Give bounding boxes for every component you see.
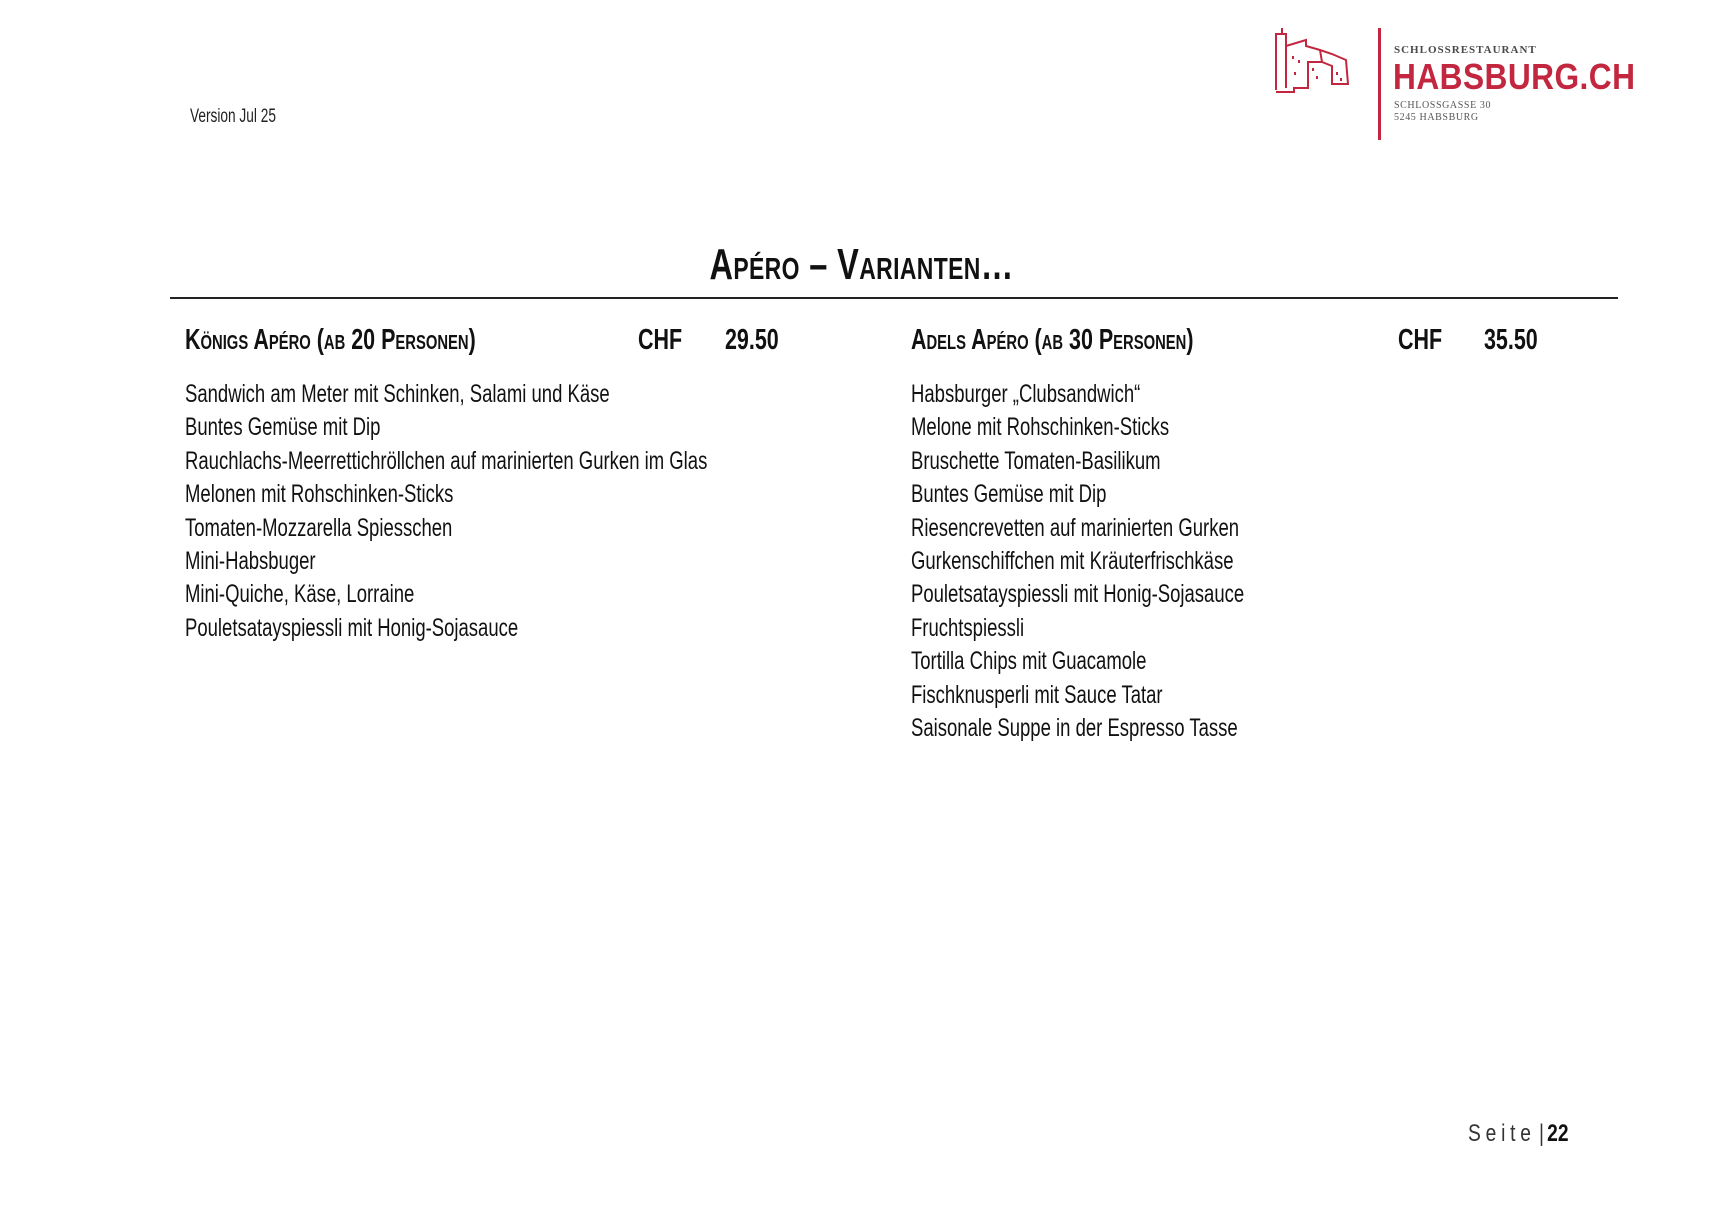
menu-item: Buntes Gemüse mit Dip <box>911 480 1107 509</box>
menu-item: Pouletsatayspiessli mit Honig-Sojasauce <box>911 580 1245 609</box>
price-currency: CHF <box>1398 324 1443 356</box>
menu-item: Buntes Gemüse mit Dip <box>185 413 381 442</box>
section-header <box>911 324 1571 368</box>
menu-item: Rauchlachs-Meerrettichröllchen auf marinierten Gurken im Glas <box>185 446 708 475</box>
menu-item: Tomaten-Mozzarella Spiesschen <box>185 513 453 542</box>
address-town: 5245 HABSBURG <box>1394 112 1479 123</box>
menu-item: Riesencrevetten auf marinierten Gurken <box>911 513 1240 542</box>
logo-subtitle: SCHLOSSRESTAURANT <box>1394 44 1537 56</box>
menu-item: Tortilla Chips mit Guacamole <box>911 647 1147 676</box>
menu-item: Fruchtspiessli <box>911 613 1025 642</box>
page-label: Seite <box>1468 1120 1536 1147</box>
price-currency: CHF <box>638 324 683 356</box>
version-label: Version Jul 25 <box>190 106 276 127</box>
menu-item: Melone mit Rohschinken-Sticks <box>911 413 1170 442</box>
menu-item-list <box>185 378 805 645</box>
address-street: SCHLOSSGASSE 30 <box>1394 100 1492 111</box>
section-header <box>185 324 805 368</box>
adels-apero-section <box>911 324 1571 745</box>
koenigs-apero-section <box>185 324 805 645</box>
price-value: 29.50 <box>725 324 779 356</box>
page-title-text: Apéro – Varianten… <box>709 240 1014 289</box>
menu-item: Mini-Habsbuger <box>185 546 316 575</box>
page-number: 22 <box>1547 1120 1569 1147</box>
menu-item-list <box>911 378 1571 745</box>
castle-icon <box>1272 26 1372 96</box>
menu-item: Saisonale Suppe in der Espresso Tasse <box>911 713 1238 742</box>
title-divider <box>170 297 1618 299</box>
menu-item: Pouletsatayspiessli mit Honig-Sojasauce <box>185 613 519 642</box>
menu-item: Fischknusperli mit Sauce Tatar <box>911 680 1163 709</box>
page-title <box>0 240 1723 290</box>
menu-item: Gurkenschiffchen mit Kräuterfrischkäse <box>911 546 1234 575</box>
logo-wordmark: HABSBURG.CH <box>1393 56 1636 97</box>
menu-item: Habsburger „Clubsandwich“ <box>911 380 1141 408</box>
menu-item: Bruschette Tomaten-Basilikum <box>911 446 1161 475</box>
logo-divider <box>1378 28 1381 140</box>
page-footer <box>1468 1120 1569 1148</box>
section-heading: Adels Apéro (ab 30 Personen) <box>911 324 1194 356</box>
price-value: 35.50 <box>1484 324 1538 356</box>
menu-item: Melonen mit Rohschinken-Sticks <box>185 480 454 509</box>
logo-address <box>1394 100 1491 124</box>
menu-item: Mini-Quiche, Käse, Lorraine <box>185 580 415 609</box>
menu-item: Sandwich am Meter mit Schinken, Salami und Käse <box>185 380 610 408</box>
section-heading: Königs Apéro (ab 20 Personen) <box>185 324 476 356</box>
restaurant-logo <box>1272 26 1636 144</box>
page-separator: | <box>1538 1120 1544 1147</box>
